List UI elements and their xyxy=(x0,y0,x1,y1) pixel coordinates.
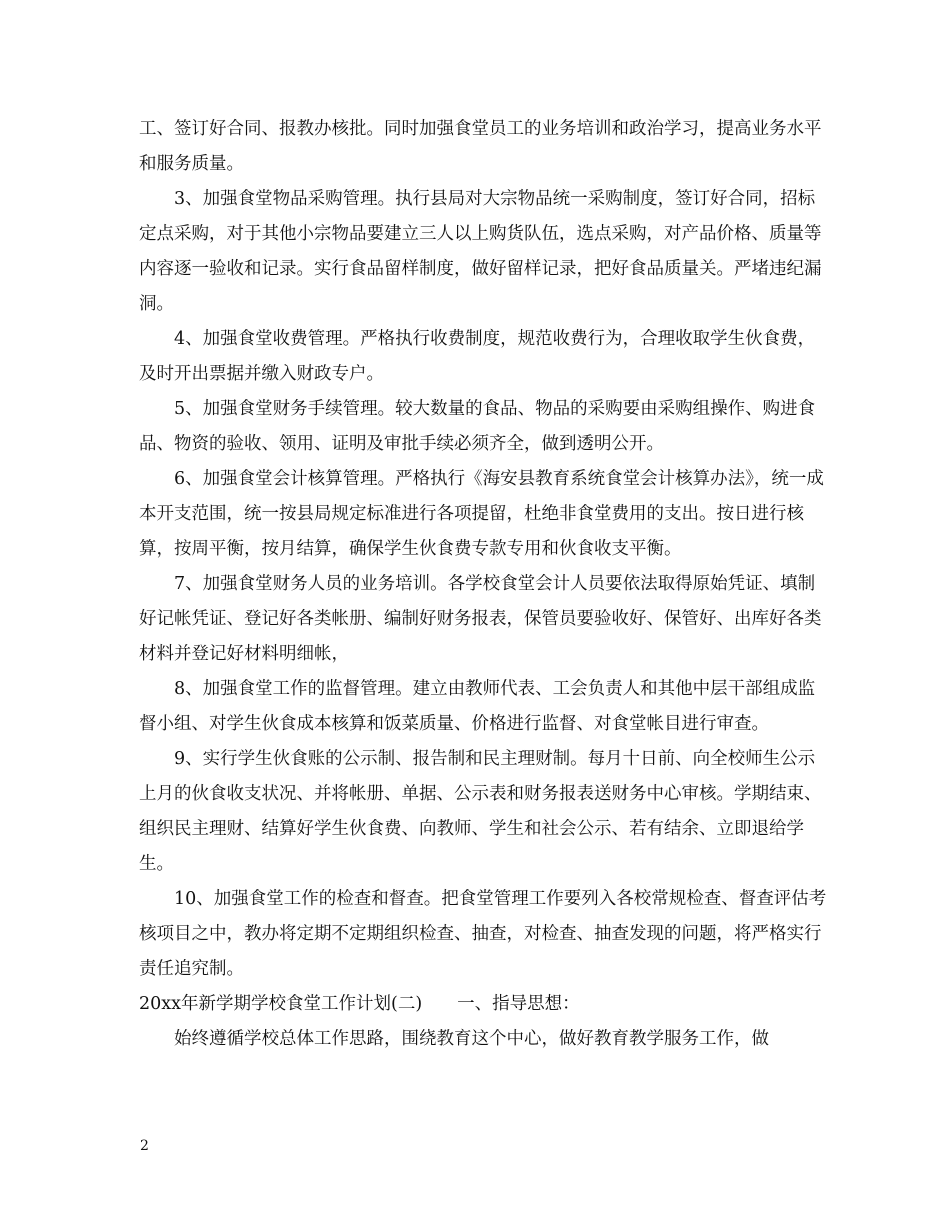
paragraph: 6、加强食堂会计核算管理。严格执行《海安县教育系统食堂会计核算办法》，统一成本开支范围，统一按县局规定标准进行各项提留，杜绝非食堂费用的支出。按日进行核算，按周平衡，按月结算，确保学生伙食费专款专用和伙食收支平衡。 xyxy=(139,469,824,559)
paragraph: 5、加强食堂财务手续管理。较大数量的食品、物品的采购要由采购组操作、购进食品、物资的验收、领用、证明及审批手续必须齐全，做到透明公开。 xyxy=(139,399,816,454)
document-body xyxy=(139,112,829,1057)
paragraph: 20xx年新学期学校食堂工作计划(二) 一、指导思想： xyxy=(139,994,580,1014)
paragraph: 7、加强食堂财务人员的业务培训。各学校食堂会计人员要依法取得原始凭证、填制好记帐凭证、登记好各类帐册、编制好财务报表，保管员要验收好、保管好、出库好各类材料并登记好材料明细帐， xyxy=(139,574,822,664)
paragraph: 3、加强食堂物品采购管理。执行县局对大宗物品统一采购制度，签订好合同，招标定点采购，对于其他小宗物品要建立三人以上购货队伍，选点采购，对产品价格、质量等内容逐一验收和记录。实行食品留样制度，做好留样记录，把好食品质量关。严堵违纪漏洞。 xyxy=(139,189,822,314)
page-number: 2 xyxy=(140,1138,149,1154)
paragraph: 始终遵循学校总体工作思路，围绕教育这个中心，做好教育教学服务工作，做 xyxy=(174,1029,769,1049)
paragraph: 4、加强食堂收费管理。严格执行收费制度，规范收费行为，合理收取学生伙食费，及时开出票据并缴入财政专户。 xyxy=(139,329,816,384)
paragraph: 8、加强食堂工作的监督管理。建立由教师代表、工会负责人和其他中层干部组成监督小组、对学生伙食成本核算和饭菜质量、价格进行监督、对食堂帐目进行审查。 xyxy=(139,679,816,734)
paragraph: 工、签订好合同、报教办核批。同时加强食堂员工的业务培训和政治学习，提高业务水平和服务质量。 xyxy=(139,119,822,174)
paragraph: 10、加强食堂工作的检查和督查。把食堂管理工作要列入各校常规检查、督查评估考核项目之中，教办将定期不定期组织检查、抽查，对检查、抽查发现的问题，将严格实行责任追究制。 xyxy=(139,889,827,979)
paragraph: 9、实行学生伙食账的公示制、报告制和民主理财制。每月十日前、向全校师生公示上月的伙食收支状况、并将帐册、单据、公示表和财务报表送财务中心审核。学期结束、组织民主理财、结算好学生伙食费、向教师、学生和社会公示、若有结余、立即退给学生。 xyxy=(139,749,822,874)
